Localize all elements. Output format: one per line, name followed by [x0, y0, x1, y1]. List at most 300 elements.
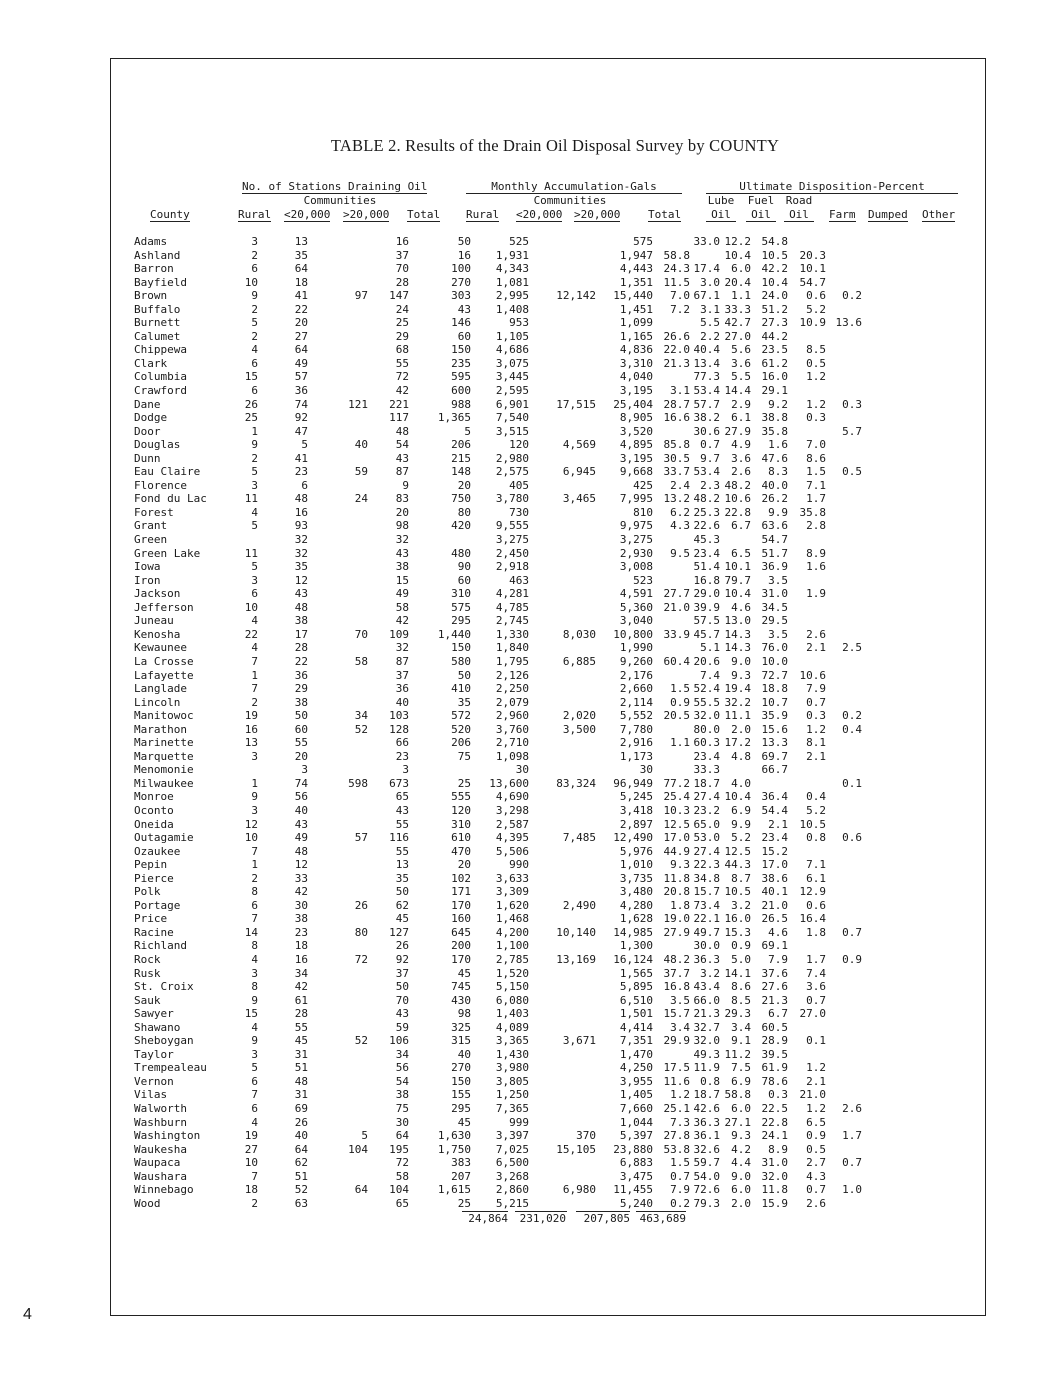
stations-rural: 6	[251, 587, 258, 601]
accum-lt20k: 2,250	[495, 682, 529, 696]
accum-rural: 25	[457, 1196, 471, 1210]
stations-gt20k	[308, 1075, 368, 1089]
accum-lt20k: 4,395	[495, 831, 529, 845]
total-lt20k: 231,020	[519, 1212, 566, 1225]
stations-total: 32	[395, 533, 409, 547]
accum-rural: 270	[451, 1061, 471, 1075]
county-name: Sheboygan	[134, 1034, 194, 1048]
pct-other: 0.1	[842, 776, 862, 790]
accum-rural: 98	[457, 1007, 471, 1021]
pct-farm: 36.9	[761, 560, 788, 574]
county-name: Washburn	[134, 1115, 187, 1129]
accum-total: 16,124	[613, 952, 653, 966]
stations-lt20k: 23	[294, 465, 308, 479]
stations-total: 70	[395, 262, 409, 276]
accum-rural	[409, 763, 471, 777]
pct-road-oil: 9.9	[731, 817, 751, 831]
county-name: Grant	[134, 519, 168, 533]
pct-farm: 3.5	[768, 627, 788, 641]
stations-gt20k	[308, 560, 368, 574]
accum-total: 3,480	[619, 885, 653, 899]
pct-road-oil: 13.0	[724, 614, 751, 628]
accum-total: 1,165	[619, 329, 653, 343]
pct-fuel-oil: 53.4	[693, 465, 720, 479]
pct-fuel-oil: 53.0	[693, 831, 720, 845]
pct-farm: 39.5	[761, 1047, 788, 1061]
accum-gt20k	[529, 533, 596, 547]
accum-rural: 20	[457, 858, 471, 872]
stations-total: 50	[395, 980, 409, 994]
accum-total: 1,010	[619, 858, 653, 872]
accum-total: 3,195	[619, 451, 653, 465]
stations-rural: 3	[251, 478, 258, 492]
pct-other	[826, 1170, 862, 1184]
pct-other	[826, 1061, 862, 1075]
pct-dumped: 12.9	[799, 885, 826, 899]
pct-dumped: 8.1	[806, 736, 826, 750]
accum-rural: 102	[451, 871, 471, 885]
pct-road-oil: 3.4	[731, 1020, 751, 1034]
pct-fuel-oil: 34.8	[693, 871, 720, 885]
stations-rural: 9	[251, 993, 258, 1007]
accum-gt20k: 370	[576, 1129, 596, 1143]
stations-total: 55	[395, 817, 409, 831]
accum-rural: 35	[457, 695, 471, 709]
table-row	[134, 547, 862, 561]
stations-gt20k	[308, 1007, 368, 1021]
county-name: Pepin	[134, 858, 168, 872]
stations-gt20k	[308, 370, 368, 384]
accum-lt20k: 2,575	[495, 465, 529, 479]
pct-lube-oil: 26.6	[663, 329, 690, 343]
pct-farm: 27.3	[761, 316, 788, 330]
stations-total: 54	[395, 438, 409, 452]
stations-total: 103	[389, 709, 409, 723]
accum-lt20k: 2,860	[495, 1183, 529, 1197]
accum-total: 14,985	[613, 925, 653, 939]
pct-road-oil: 8.6	[731, 980, 751, 994]
table-row	[134, 777, 862, 791]
accum-lt20k: 3,805	[495, 1074, 529, 1088]
accum-total: 7,995	[619, 492, 653, 506]
stations-rural: 4	[251, 614, 258, 628]
accum-lt20k: 5,506	[495, 844, 529, 858]
pct-farm: 10.0	[761, 654, 788, 668]
stations-total: 38	[395, 1088, 409, 1102]
accum-lt20k: 13,600	[489, 776, 529, 790]
pct-dumped: 0.3	[806, 709, 826, 723]
stations-lt20k: 50	[294, 709, 308, 723]
accum-rural: 90	[457, 560, 471, 574]
accum-rural: 270	[451, 275, 471, 289]
accum-lt20k: 1,795	[495, 654, 529, 668]
pct-fuel-oil: 15.7	[693, 885, 720, 899]
table-row	[134, 831, 862, 845]
pct-other	[826, 370, 862, 384]
table-row	[134, 262, 862, 276]
county-name: Brown	[134, 289, 168, 303]
pct-other: 0.5	[842, 465, 862, 479]
stations-total: 66	[395, 736, 409, 750]
county-name: Bayfield	[134, 275, 187, 289]
county-name: Forest	[134, 505, 174, 519]
stations-gt20k	[308, 479, 368, 493]
stations-rural: 27	[244, 1142, 258, 1156]
county-name: Washington	[134, 1129, 201, 1143]
accum-total: 3,275	[619, 533, 653, 547]
pct-lube-oil: 16.8	[663, 980, 690, 994]
county-name: Green Lake	[134, 546, 201, 560]
pct-dumped: 1.6	[806, 560, 826, 574]
pct-dumped: 7.0	[806, 438, 826, 452]
pct-other	[826, 601, 862, 615]
pct-fuel-oil: 55.5	[693, 695, 720, 709]
accum-lt20k: 999	[509, 1115, 529, 1129]
pct-farm: 21.0	[761, 898, 788, 912]
pct-lube-oil: 33.7	[663, 465, 690, 479]
accum-rural: 645	[451, 925, 471, 939]
accum-total: 2,897	[619, 817, 653, 831]
table-row	[134, 669, 862, 683]
stations-lt20k: 3	[301, 763, 308, 777]
table-row	[134, 709, 862, 723]
stations-gt20k	[308, 1048, 368, 1062]
accum-total: 1,990	[619, 641, 653, 655]
pct-farm: 2.1	[768, 817, 788, 831]
stations-total: 25	[395, 316, 409, 330]
pct-other	[826, 912, 862, 926]
pct-dumped: 6.5	[806, 1115, 826, 1129]
table-row	[134, 587, 862, 601]
stations-gt20k	[308, 763, 368, 777]
header-lt20k-accumulation: <20,000	[516, 208, 563, 221]
county-name: Monroe	[134, 790, 174, 804]
stations-total: 29	[395, 329, 409, 343]
accum-gt20k	[529, 939, 596, 953]
pct-dumped: 1.5	[806, 465, 826, 479]
accum-rural: 170	[451, 952, 471, 966]
header-accumulation-group: Monthly Accumulation-Gals	[466, 181, 682, 194]
stations-rural: 10	[244, 1156, 258, 1170]
stations-lt20k: 64	[294, 1142, 308, 1156]
stations-total: 128	[389, 722, 409, 736]
stations-gt20k	[308, 912, 368, 926]
county-name: Oneida	[134, 817, 174, 831]
header-lube-bottom: Oil	[706, 209, 736, 222]
header-rural-stations: Rural	[238, 208, 272, 221]
accum-gt20k	[529, 858, 596, 872]
pct-other	[826, 574, 862, 588]
county-name: Menomonie	[134, 763, 194, 777]
stations-total: 9	[402, 478, 409, 492]
pct-fuel-oil: 36.1	[693, 1129, 720, 1143]
accum-gt20k: 7,485	[562, 831, 596, 845]
pct-lube-oil: 29.9	[663, 1034, 690, 1048]
stations-rural: 19	[244, 709, 258, 723]
accum-lt20k: 1,931	[495, 248, 529, 262]
stations-lt20k: 28	[294, 641, 308, 655]
pct-road-oil: 2.9	[731, 397, 751, 411]
stations-lt20k: 74	[294, 397, 308, 411]
pct-lube-oil: 77.2	[663, 776, 690, 790]
stations-total: 87	[395, 654, 409, 668]
accum-gt20k	[529, 411, 596, 425]
stations-rural: 5	[251, 465, 258, 479]
pct-lube-oil: 33.9	[663, 627, 690, 641]
stations-gt20k	[308, 1170, 368, 1184]
stations-total: 13	[395, 858, 409, 872]
pct-fuel-oil: 67.1	[693, 289, 720, 303]
accum-gt20k	[529, 1075, 596, 1089]
table-row	[134, 1116, 862, 1130]
pct-fuel-oil: 49.3	[693, 1047, 720, 1061]
stations-gt20k	[308, 1088, 368, 1102]
pct-lube-oil: 25.4	[663, 790, 690, 804]
pct-lube-oil	[653, 1048, 690, 1062]
accum-gt20k	[529, 506, 596, 520]
county-name: Door	[134, 424, 161, 438]
pct-lube-oil: 7.3	[670, 1115, 690, 1129]
pct-lube-oil	[653, 614, 690, 628]
stations-lt20k: 74	[294, 776, 308, 790]
pct-farm: 17.0	[761, 858, 788, 872]
stations-total: 43	[395, 451, 409, 465]
pct-dumped: 0.4	[806, 790, 826, 804]
pct-fuel-oil: 0.7	[700, 438, 720, 452]
table-row	[134, 370, 862, 384]
pct-lube-oil	[653, 763, 690, 777]
county-name: Price	[134, 912, 168, 926]
header-communities-stations: Communities	[303, 194, 377, 207]
pct-other	[826, 249, 862, 263]
accum-total: 1,099	[619, 316, 653, 330]
pct-other: 0.6	[842, 831, 862, 845]
accum-gt20k	[529, 452, 596, 466]
stations-gt20k	[308, 1021, 368, 1035]
pct-dumped: 0.8	[806, 831, 826, 845]
stations-lt20k: 63	[294, 1196, 308, 1210]
table-row	[134, 614, 862, 628]
county-name: Walworth	[134, 1102, 187, 1115]
pct-dumped	[788, 845, 826, 859]
county-name: Dunn	[134, 451, 161, 465]
stations-rural: 2	[251, 695, 258, 709]
pct-dumped: 1.2	[806, 1102, 826, 1115]
table-row	[134, 736, 862, 750]
accum-rural: 235	[451, 356, 471, 370]
county-name: Dodge	[134, 411, 168, 425]
stations-rural: 5	[251, 1061, 258, 1075]
stations-total: 55	[395, 356, 409, 370]
pct-fuel-oil: 36.3	[693, 952, 720, 966]
stations-rural: 5	[251, 316, 258, 330]
county-name: La Crosse	[134, 654, 194, 668]
pct-fuel-oil: 66.0	[693, 993, 720, 1007]
pct-lube-oil: 9.5	[670, 546, 690, 560]
pct-other	[826, 1075, 862, 1089]
accum-rural: 555	[451, 790, 471, 804]
county-name: Sawyer	[134, 1007, 174, 1021]
pct-road-oil: 4.9	[731, 438, 751, 452]
accum-total: 5,240	[619, 1196, 653, 1210]
accum-lt20k: 6,080	[495, 993, 529, 1007]
pct-fuel-oil: 5.1	[700, 641, 720, 655]
stations-rural: 3	[251, 235, 258, 248]
pct-road-oil: 5.0	[731, 952, 751, 966]
stations-lt20k: 6	[301, 478, 308, 492]
accum-gt20k	[529, 1088, 596, 1102]
accum-total: 3,008	[619, 560, 653, 574]
pct-dumped: 1.9	[806, 587, 826, 601]
stations-gt20k	[308, 587, 368, 601]
stations-gt20k	[308, 1116, 368, 1130]
table-row	[134, 411, 862, 425]
pct-fuel-oil: 52.4	[693, 682, 720, 696]
stations-total: 64	[395, 1129, 409, 1143]
stations-rural: 18	[244, 1183, 258, 1197]
pct-other	[826, 533, 862, 547]
accum-gt20k: 3,465	[562, 492, 596, 506]
stations-lt20k: 41	[294, 289, 308, 303]
accum-total: 25,404	[613, 397, 653, 411]
stations-lt20k: 42	[294, 885, 308, 899]
stations-total: 26	[395, 939, 409, 953]
accum-total: 23,880	[613, 1142, 653, 1156]
pct-farm: 15.6	[761, 722, 788, 736]
pct-lube-oil: 3.1	[670, 384, 690, 398]
accum-gt20k	[529, 804, 596, 818]
pct-dumped: 2.8	[806, 519, 826, 533]
pct-dumped	[788, 384, 826, 398]
pct-farm: 38.8	[761, 411, 788, 425]
accum-gt20k: 12,142	[556, 289, 596, 303]
pct-fuel-oil: 23.4	[693, 546, 720, 560]
stations-total: 28	[395, 275, 409, 289]
accum-gt20k: 2,490	[562, 898, 596, 912]
pct-road-oil: 5.2	[731, 831, 751, 845]
accum-lt20k: 4,785	[495, 600, 529, 614]
accum-lt20k: 1,250	[495, 1088, 529, 1102]
stations-total: 68	[395, 343, 409, 357]
pct-farm: 35.9	[761, 709, 788, 723]
accum-total: 2,176	[619, 668, 653, 682]
stations-rural: 3	[251, 749, 258, 763]
stations-lt20k: 12	[294, 573, 308, 587]
stations-total: 70	[395, 993, 409, 1007]
pct-lube-oil: 13.2	[663, 492, 690, 506]
accum-rural: 160	[451, 912, 471, 926]
pct-lube-oil: 21.3	[663, 356, 690, 370]
stations-gt20k	[308, 682, 368, 696]
accum-lt20k: 463	[509, 573, 529, 587]
pct-other	[826, 980, 862, 994]
accum-total: 1,628	[619, 912, 653, 926]
pct-dumped	[788, 939, 826, 953]
accum-lt20k: 405	[509, 478, 529, 492]
pct-road-oil: 5.6	[731, 343, 751, 357]
pct-dumped: 6.1	[806, 871, 826, 885]
accum-gt20k	[529, 818, 596, 832]
accum-total: 4,280	[619, 898, 653, 912]
stations-gt20k	[308, 357, 368, 371]
stations-rural: 19	[244, 1129, 258, 1143]
pct-lube-oil: 1.2	[670, 1088, 690, 1102]
pct-lube-oil: 0.2	[670, 1196, 690, 1210]
stations-total: 106	[389, 1034, 409, 1048]
pct-lube-oil: 21.0	[663, 600, 690, 614]
pct-dumped: 7.1	[806, 478, 826, 492]
county-name: Buffalo	[134, 302, 181, 316]
pct-fuel-oil: 49.7	[693, 925, 720, 939]
pct-lube-oil	[653, 669, 690, 683]
stations-lt20k: 48	[294, 600, 308, 614]
stations-rural: 3	[251, 803, 258, 817]
pct-other: 1.0	[842, 1183, 862, 1197]
pct-dumped: 0.1	[806, 1034, 826, 1048]
stations-rural: 9	[251, 790, 258, 804]
table-row	[134, 872, 862, 886]
pct-dumped: 10.6	[799, 668, 826, 682]
pct-farm: 69.7	[761, 749, 788, 763]
stations-total: 34	[395, 1047, 409, 1061]
pct-other	[826, 262, 862, 276]
pct-farm: 0.3	[768, 1088, 788, 1102]
table-row	[134, 1156, 862, 1170]
county-name: Kenosha	[134, 627, 181, 641]
stations-total: 30	[395, 1115, 409, 1129]
accum-lt20k: 3,760	[495, 722, 529, 736]
pct-road-oil: 10.6	[724, 492, 751, 506]
accum-gt20k	[529, 357, 596, 371]
accum-lt20k: 2,126	[495, 668, 529, 682]
stations-total: 59	[395, 1020, 409, 1034]
stations-rural: 6	[251, 898, 258, 912]
pct-dumped: 2.1	[806, 641, 826, 655]
pct-farm: 27.6	[761, 980, 788, 994]
accum-gt20k	[529, 885, 596, 899]
pct-farm: 42.2	[761, 262, 788, 276]
stations-total: 45	[395, 912, 409, 926]
pct-other	[826, 357, 862, 371]
accum-rural: 50	[457, 235, 471, 248]
table-row	[134, 939, 862, 953]
accum-rural: 325	[451, 1020, 471, 1034]
county-name: Polk	[134, 885, 161, 899]
accum-total: 4,414	[619, 1020, 653, 1034]
accum-total: 4,895	[619, 438, 653, 452]
pct-other	[826, 452, 862, 466]
accum-rural: 572	[451, 709, 471, 723]
pct-fuel-oil: 20.6	[693, 654, 720, 668]
pct-dumped: 3.6	[806, 980, 826, 994]
pct-farm: 15.2	[761, 844, 788, 858]
stations-rural: 4	[251, 1020, 258, 1034]
pct-dumped: 10.1	[799, 262, 826, 276]
stations-lt20k: 93	[294, 519, 308, 533]
stations-gt20k	[308, 818, 368, 832]
pct-lube-oil: 48.2	[663, 952, 690, 966]
stations-gt20k	[308, 452, 368, 466]
table-row	[134, 357, 862, 371]
county-data-table	[134, 235, 862, 1210]
pct-dumped: 0.3	[806, 411, 826, 425]
accum-lt20k: 2,980	[495, 451, 529, 465]
accum-rural: 580	[451, 654, 471, 668]
stations-gt20k	[308, 980, 368, 994]
table-row	[134, 682, 862, 696]
stations-lt20k: 12	[294, 858, 308, 872]
pct-lube-oil: 22.0	[663, 343, 690, 357]
